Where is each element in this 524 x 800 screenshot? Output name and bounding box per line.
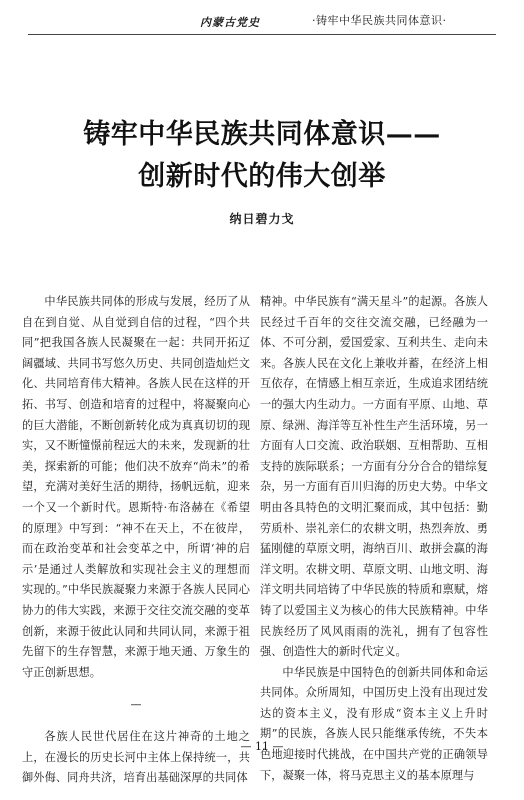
paragraph-continued: 精神。中华民族有“满天星斗”的起源。各族人民经过千百年的交往交流交融，已经融为一体、不可分割，爱国爱家、互利共生、走向未来。各族人民在文化上兼收并蓄，在经济上相互依存，在情感上相互亲近，生成追求团结统一的强大内生动力。一方面有平原、山地、草原、绿洲、海洋等互补性生产生活环境，另一方面有人口交流、政治联姻、互相帮助、互相支持的族际联系；一方面有分分合合的错综复杂，另一方面有百川归海的历史大势。中华文明由各具特色的文明汇聚而成，其中包括：勤劳质朴、崇礼亲仁的农耕文明，热烈奔放、勇猛刚健的草原文明，海纳百川、敢拼会赢的海洋文明。农耕文明、草原文明、山地文明、海洋文明共同培铸了中华民族的特质和禀赋，熔铸了以爱国主义为核心的伟大民族精神。中华民族经历了风风雨雨的洗礼，拥有了包容性强、创造性大的新时代定义。 bbox=[260, 295, 488, 659]
paragraph: 中华民族是中国特色的创新共同体和命运共同体。众所周知，中国历史上没有出现过发达的资本主义，没有形成“资本主义上升时期”的民族，各族人民只能继承传统，不失本色地迎接时代挑战，在中国共产党的正确领导下，凝聚一体，将马克思主义的基本原理与 bbox=[260, 665, 488, 782]
paragraph: 中华民族共同体的形成与发展，经历了从自在到自觉、从自觉到自信的过程，“四个共同”把我国各族人民凝聚在一起：共同开拓辽阔疆域、共同书写悠久历史、共同创造灿烂文化、共同培育伟大精神。各族人民在这样的开拓、书写、创造和培育的过程中，将凝聚向心的巨大潜能，不断创新转化成为真真切切的现实，又不断憧憬前程远大的未来，发现新的壮美，探索新的可能；他们决不放弃“尚未”的希望，充满对美好生活的期待，扬帆远航，迎来一个又一个新时代。恩斯特·布洛赫在《希望的原理》中写到：“神不在天上，不在彼岸，而在政治变革和社会变革之中，所谓‘神的启示’是通过人类解放和实现社会主义的理想而实现的。”中华民族凝聚力来源于各族人民同心协力的伟大实践，来源于交往交流交融的变革创新，来源于彼此认同和共同认同，来源于祖先留下的生存智慧，来源于地天通、万象生的守正创新思想。 bbox=[22, 295, 250, 679]
section-divider: — bbox=[130, 698, 142, 712]
paragraph: 各族人民世代居住在这片神奇的土地之上，在漫长的历史长河中主体上保持统一，共御外侮、同舟共济，培育出基础深厚的共同体 bbox=[22, 730, 250, 785]
page-number: — 11 — bbox=[240, 740, 284, 753]
page-header bbox=[0, 0, 524, 40]
article-author: 纳日碧力戈 bbox=[229, 212, 295, 226]
right-column bbox=[260, 292, 488, 786]
header-rule bbox=[28, 34, 496, 35]
left-column bbox=[22, 292, 250, 789]
article-title-line-1: 铸牢中华民族共同体意识—— bbox=[83, 119, 441, 150]
section-title: ·铸牢中华民族共同体意识· bbox=[312, 14, 447, 27]
journal-masthead: 内蒙古党史 bbox=[200, 16, 260, 29]
article-title-line-2: 创新时代的伟大创举 bbox=[138, 161, 386, 192]
